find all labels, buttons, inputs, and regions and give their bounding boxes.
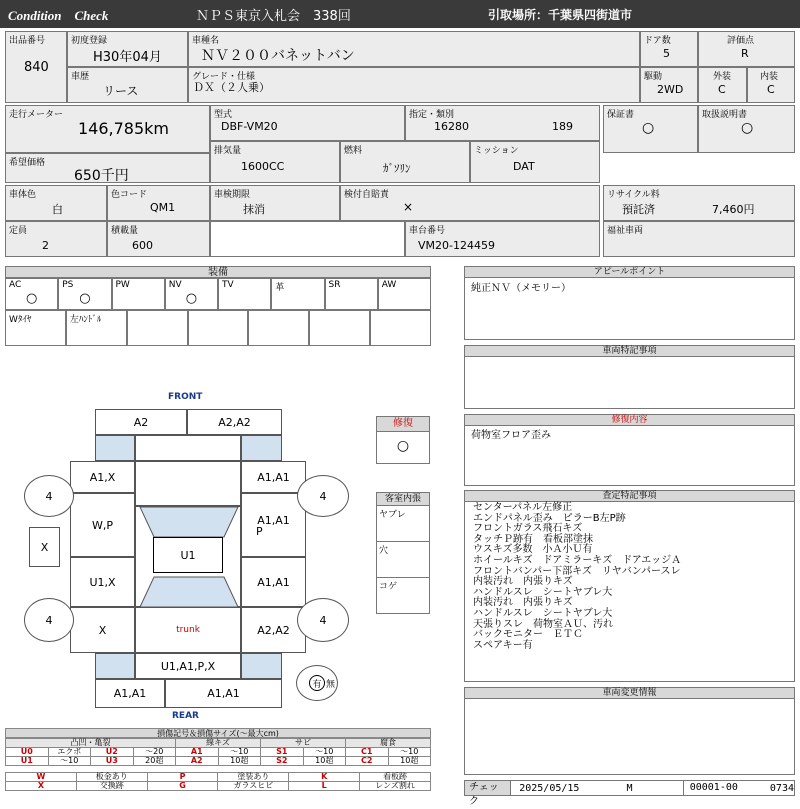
legend-cell: A1 [176, 748, 219, 757]
legend-cell: X [6, 782, 77, 791]
equipment-item [309, 310, 370, 346]
rear-bumper-left: A1,A1 [95, 679, 165, 708]
inspection-note-line: フロントガラス飛石キズ [473, 523, 583, 535]
odometer-cell: 走行メーター 146,785km [5, 105, 210, 153]
footer-bar [464, 780, 795, 807]
drive-cell: 駆動 2WD [640, 67, 698, 103]
legend-table-2 [5, 772, 431, 791]
equipment-item: PW [112, 278, 165, 310]
legend-cell: U1 [6, 757, 49, 766]
tire-rear-right: 4 [297, 598, 349, 642]
legend-cell: W [6, 773, 77, 782]
legend-title: 損傷記号＆損傷サイズ(～最大cm) [5, 728, 431, 738]
left-front-fender: A1,X [70, 461, 135, 493]
equipment-item [188, 310, 249, 346]
check-number-2: 0734 [769, 782, 794, 794]
color-code: QM1 [150, 201, 176, 214]
repair-detail-title: 修復内容 [465, 415, 794, 426]
first-reg-cell: 初度登録 H30年04月 [67, 31, 188, 67]
odometer: 146,785km [78, 119, 170, 138]
legend-cell: C1 [346, 748, 389, 757]
color-code-cell: 色コード QM1 [107, 185, 210, 221]
repair-mark: ○ [396, 438, 410, 454]
equipment-item: PS ○ [58, 278, 111, 310]
appeal-text: 純正ＮＶ（メモリー） [471, 283, 571, 294]
inspection-note-line: ホイールキズ ドアミラーキズ ドアエッジＡ [473, 554, 682, 566]
first-reg: H30年04月 [93, 50, 162, 65]
inspection-note-line: 天張りスレ 荷物室ＡＵ、汚れ [473, 618, 613, 630]
equipment-mark: ○ [26, 291, 38, 306]
right-rear-door: A1,A1 [241, 557, 306, 607]
spare-tire [296, 665, 338, 701]
insurance: × [403, 200, 414, 214]
grade: ＤＸ（２人乗） [193, 81, 270, 94]
lot-cell: 出品番号 840 [5, 31, 67, 103]
legend-cell: レンズ割れ [360, 782, 431, 791]
legend-cell: 看板跡 [360, 773, 431, 782]
inspection-note-line: エンドパネル歪み ピラーB左P跡 [473, 512, 626, 524]
legend-cell: エクボ [48, 748, 91, 757]
legend-cell: ～10 [303, 748, 346, 757]
rear-bumper-right: A1,A1 [165, 679, 282, 708]
cabin-row-burn: コゲ [379, 582, 398, 592]
inspection-note-line: ハンドルスレ シートヤブレ大 [473, 607, 613, 619]
body-color-cell: 車体色 白 [5, 185, 107, 221]
legend-cell: ～10 [48, 757, 91, 766]
inspection-notes-lines [465, 502, 794, 652]
doors: 5 [663, 47, 670, 60]
equipment-item: TV [218, 278, 271, 310]
rear-window [140, 577, 238, 607]
equipment-mark: ○ [185, 291, 198, 306]
insurance-cell: 検付自賠責 × [340, 185, 600, 221]
lot-number: 840 [24, 60, 49, 75]
check-label: チェック [465, 781, 511, 795]
front-label: FRONT [168, 392, 203, 402]
hood [135, 461, 241, 506]
appeal-box [464, 266, 795, 340]
legend-cell: 交換跡 [76, 782, 147, 791]
chassis-cell: 車台番号 VM20-124459 [405, 221, 600, 257]
inspection-note-line: ハンドルスレ シートヤブレ大 [473, 586, 613, 598]
capacity: 2 [42, 239, 49, 252]
legend-cell: U0 [6, 748, 49, 757]
cabin-row-hole: 穴 [377, 542, 429, 578]
interior-grade: C [767, 83, 775, 96]
classification: 189 [552, 120, 573, 133]
tire-rear-left: 4 [24, 598, 74, 642]
inspection-note-line: センターパネル左修正 [473, 502, 573, 513]
welfare-cell: 福祉車両 [603, 221, 795, 257]
cabin-title: 客室内張 [377, 493, 429, 506]
history: リース [103, 84, 139, 98]
repair-detail-text: 荷物室フロア歪み [471, 430, 551, 441]
left-side-step: X [29, 527, 60, 567]
warranty-cell: 保証書 ○ [603, 105, 698, 153]
headlight-right [241, 435, 282, 461]
grade-cell: グレード・仕様 ＤＸ（２人乗） [188, 67, 640, 103]
displacement: 1600CC [241, 160, 285, 173]
legend-cell: 10超 [303, 757, 346, 766]
header-bar [0, 0, 800, 28]
equipment-item: 革 [271, 278, 324, 310]
cabin-box [376, 492, 430, 614]
front-bumper-right: A2,A2 [187, 409, 282, 435]
legend-table: 凸凹・亀裂 線キズ サビ 腐食 U0 エクボ U2 ～20 A1 ～10 S1 ～10 C1 ～10 U1 ～10 U3 20超 A2 10超 S2 10超 C2 10超 [5, 738, 431, 766]
score: R [741, 47, 749, 60]
manual: ○ [741, 120, 754, 136]
inspection-notes-title: 査定特記事項 [465, 491, 794, 502]
repair-box [376, 416, 430, 464]
legend-cell: 塗装あり [218, 773, 289, 782]
warranty: ○ [642, 120, 655, 136]
inspection-note-line: ウスキズ多数 小Ａ小Ｕ有 [473, 544, 593, 556]
repair-title: 修復 [377, 417, 429, 432]
cabin-row-tear: ヤブレ [377, 506, 429, 542]
legend-cell: P [147, 773, 218, 782]
equipment-item: NV ○ [165, 278, 218, 310]
change-info-box [464, 687, 795, 775]
drive: 2WD [657, 83, 684, 96]
door-cell: ドア数 5 [640, 31, 698, 67]
change-info-title: 車両変更情報 [465, 688, 794, 699]
legend-cell: S2 [261, 757, 304, 766]
equipment-title: 装備 [5, 266, 431, 278]
designation-cell: 指定・類別 16280 189 [405, 105, 600, 141]
designation: 16280 [434, 120, 469, 133]
recycle-status: 預託済 [622, 203, 655, 216]
equipment-item: SR [325, 278, 378, 310]
left-rear-door: U1,X [70, 557, 135, 607]
wish-price-cell: 希望価格 650千円 [5, 153, 210, 183]
windshield [140, 507, 238, 537]
fuel: ｶﾞｿﾘﾝ [383, 162, 411, 175]
legend-cell: C2 [346, 757, 389, 766]
legend-cell: 10超 [218, 757, 261, 766]
displacement-cell: 排気量 1600CC [210, 141, 340, 183]
equipment-item: Wﾀｲﾔ [5, 310, 66, 346]
history-cell: 車歴 リース [67, 67, 188, 103]
special-box [464, 345, 795, 409]
manual-cell: 取扱説明書 ○ [698, 105, 795, 153]
inspection-note-line: バックモニター ＥＴＣ [473, 629, 583, 641]
equipment-item: AW [378, 278, 431, 310]
equipment-item [248, 310, 309, 346]
check-number: 00001-00 [683, 781, 762, 795]
equipment-row-1 [5, 278, 431, 310]
equipment-mark: ○ [79, 291, 91, 306]
interior-cell: 内装 C [747, 67, 795, 103]
legend-cell: A2 [176, 757, 219, 766]
body-color: 白 [52, 203, 63, 216]
damage-legend [5, 728, 431, 791]
repair-detail-box [464, 414, 795, 486]
model: DBF-VM20 [221, 120, 278, 133]
fuel-cell: 燃料 ｶﾞｿﾘﾝ [340, 141, 470, 183]
inspection-notes-box [464, 490, 795, 682]
equipment-item: 左ﾊﾝﾄﾞﾙ [66, 310, 127, 346]
car-name: ＮＶ２００バネットバン [201, 48, 355, 64]
left-front-door: W,P [70, 493, 135, 557]
wish-price: 650千円 [74, 168, 129, 184]
check-code: M [626, 782, 633, 794]
legend-cell: U3 [91, 757, 134, 766]
legend-cell: 板金あり [76, 773, 147, 782]
legend-cell: L [289, 782, 360, 791]
legend-cell: 20超 [133, 757, 176, 766]
mission: DAT [513, 160, 535, 173]
mission-cell: ミッション DAT [470, 141, 600, 183]
check-date: 2025/05/15 [519, 782, 580, 794]
capacity-cell: 定員 2 [5, 221, 107, 257]
load: 600 [132, 239, 153, 252]
recycle-cell: リサイクル料 預託済 7,460円 [603, 185, 795, 221]
auction-title: ＮＰＳ東京入札会 338回 [196, 9, 351, 24]
equipment-item: AC ○ [5, 278, 58, 310]
inspection-note-line: 内装汚れ 内張りキズ [473, 576, 573, 588]
left-rear-quarter: X [70, 607, 135, 653]
legend-cell: S1 [261, 748, 304, 757]
right-rear-quarter: A2,A2 [241, 607, 306, 653]
equipment-item [127, 310, 188, 346]
legend-cell: ガラスヒビ [218, 782, 289, 791]
equipment-row-2 [5, 310, 431, 346]
header-title: Condition Check [8, 8, 109, 23]
exterior-grade: C [718, 83, 726, 96]
trunk-area: trunk [135, 607, 241, 653]
spare-yes: 有 [309, 675, 325, 691]
inspection-note-line: タッチＰ跡有 看板部塗抹 [473, 533, 593, 545]
appeal-title: アピールポイント [465, 267, 794, 278]
headlight-left [95, 435, 135, 461]
legend-cell: K [289, 773, 360, 782]
inspection-note-line: 内装汚れ 内張りキズ [473, 597, 573, 609]
legend-cell: U2 [91, 748, 134, 757]
pickup-location: 引取場所：千葉県四街道市 [488, 8, 633, 22]
legend-cell: ～10 [388, 748, 431, 757]
rear-label: REAR [172, 711, 199, 721]
tire-front-left: 4 [24, 475, 74, 517]
equipment-item [370, 310, 431, 346]
tire-front-right: 4 [297, 475, 349, 517]
car-name-cell: 車種名 ＮＶ２００バネットバン [188, 31, 640, 67]
load-cell: 積載量 600 [107, 221, 210, 257]
model-cell: 型式 DBF-VM20 [210, 105, 405, 141]
inspection-note-line: スペアキー有 [473, 639, 533, 651]
legend-cell: ～10 [218, 748, 261, 757]
chassis-number: VM20-124459 [418, 239, 495, 252]
special-title: 車両特記事項 [465, 346, 794, 357]
inspection: 抹消 [243, 203, 265, 216]
inspection-cell: 車検期限 抹消 [210, 185, 340, 221]
legend-cell: G [147, 782, 218, 791]
roof: U1 [153, 537, 223, 573]
front-bumper-left: A2 [95, 409, 187, 435]
taillight-right [241, 653, 282, 679]
score-cell: 評価点 R [698, 31, 795, 67]
hood-front [135, 435, 241, 461]
rear-gate: U1,A1,P,X [135, 653, 241, 679]
right-front-fender: A1,A1 [241, 461, 306, 493]
spare-no: 無 [326, 679, 336, 690]
blank-cell [210, 221, 405, 257]
recycle-fee: 7,460円 [712, 203, 755, 216]
inspection-note-line: フロントバンパー下部キズ リヤバンパースレ [473, 565, 681, 577]
exterior-cell: 外装 C [698, 67, 747, 103]
legend-cell: ～20 [133, 748, 176, 757]
right-front-door: A1,A1 P [241, 493, 306, 557]
taillight-left [95, 653, 135, 679]
legend-cell: 10超 [388, 757, 431, 766]
